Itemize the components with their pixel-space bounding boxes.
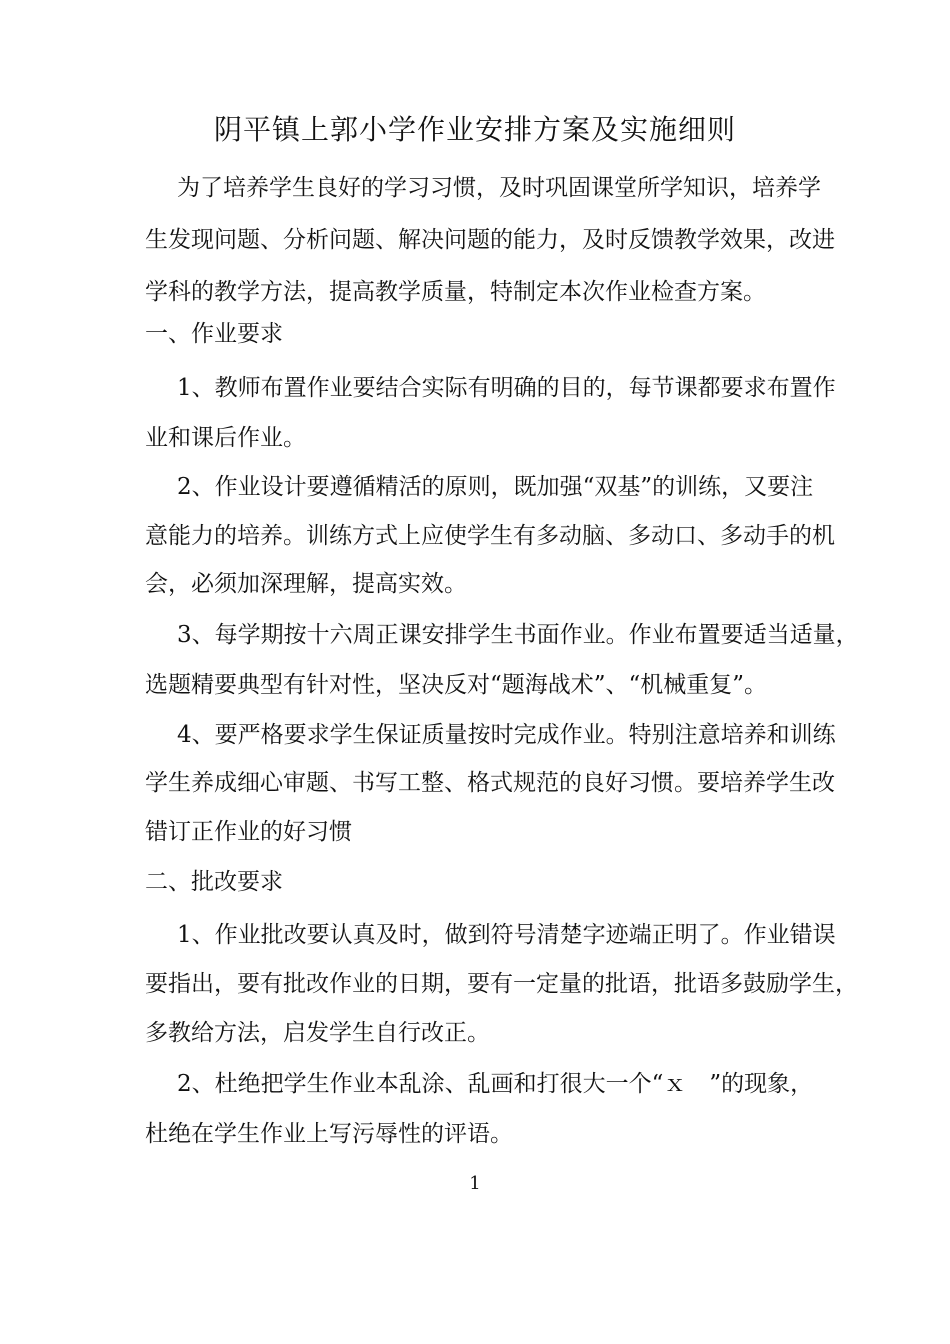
grading-item-2-line-1: 2、杜绝把学生作业本乱涂、乱画和打很大一个“ｘ ”的现象， xyxy=(177,1071,814,1097)
item-2-line-1: 2、作业设计要遵循精活的原则，既加强“双基”的训练，又要注 xyxy=(177,474,814,500)
page-number: 1 xyxy=(469,1173,481,1194)
item-2-line-2: 意能力的培养。训练方式上应使学生有多动脑、多动口、多动手的机 xyxy=(145,523,835,549)
intro-line-2: 生发现问题、分析问题、解决问题的能力，及时反馈教学效果，改进 xyxy=(145,227,835,253)
item-1-line-2: 业和课后作业。 xyxy=(145,425,306,451)
item-3-line-2: 选题精要典型有针对性，坚决反对“题海战术”、“机械重复”。 xyxy=(145,672,768,698)
item-2-line-3: 会，必须加深理解，提高实效。 xyxy=(145,571,467,597)
item-4-line-2: 学生养成细心审题、书写工整、格式规范的良好习惯。要培养学生改 xyxy=(145,770,835,796)
document-title: 阴平镇上郭小学作业安排方案及实施细则 xyxy=(213,113,736,146)
intro-line-3: 学科的教学方法，提高教学质量，特制定本次作业检查方案。 xyxy=(145,279,766,305)
item-3-line-1: 3、每学期按十六周正课安排学生书面作业。作业布置要适当适量， xyxy=(177,622,859,648)
intro-line-1: 为了培养学生良好的学习习惯，及时巩固课堂所学知识，培养学 xyxy=(177,175,821,201)
item-1-line-1: 1、教师布置作业要结合实际有明确的目的，每节课都要求布置作 xyxy=(177,375,836,401)
item-4-line-1: 4、要严格要求学生保证质量按时完成作业。特别注意培养和训练 xyxy=(177,722,836,748)
grading-item-1-line-1: 1、作业批改要认真及时，做到符号清楚字迹端正明了。作业错误 xyxy=(177,922,836,948)
item-4-line-3: 错订正作业的好习惯 xyxy=(145,819,352,845)
section-heading-homework-requirements: 一、作业要求 xyxy=(145,321,283,347)
grading-item-1-line-2: 要指出，要有批改作业的日期，要有一定量的批语，批语多鼓励学生， xyxy=(145,971,858,997)
grading-item-1-line-3: 多教给方法，启发学生自行改正。 xyxy=(145,1020,490,1046)
grading-item-2-line-2: 杜绝在学生作业上写污辱性的评语。 xyxy=(145,1121,513,1147)
section-heading-grading-requirements: 二、批改要求 xyxy=(145,869,283,895)
